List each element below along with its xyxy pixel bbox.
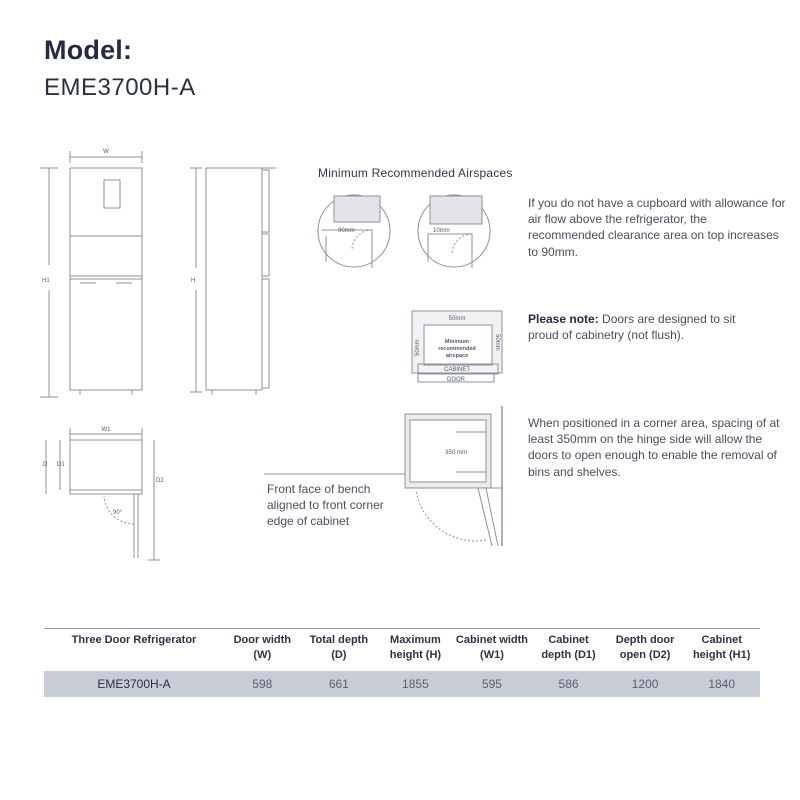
- niche-top-label: 50mm: [448, 316, 466, 322]
- table-header: Cabinet height (H1): [692, 634, 751, 661]
- niche-center-line2: recommended: [438, 346, 476, 352]
- label-d1: D1: [57, 462, 65, 468]
- table-header: Cabinet width (W1): [455, 634, 529, 661]
- model-code: EME3700H-A: [44, 74, 196, 101]
- table-row: [44, 671, 760, 697]
- table-cell: 598: [224, 671, 301, 697]
- side-view-diagram: [190, 168, 276, 395]
- table-header: Total depth (D): [309, 634, 369, 661]
- table-cell-model: EME3700H-A: [44, 671, 224, 697]
- table-cell: 595: [454, 671, 531, 697]
- front-view-diagram: [40, 151, 142, 397]
- niche-cabinet-label: CABINET: [443, 367, 471, 373]
- please-note-text: Doors are designed to sit proud of cabinetry (not flush).: [528, 312, 736, 343]
- airspaces-heading: Minimum Recommended Airspaces: [318, 166, 513, 180]
- label-angle: 90°: [113, 510, 123, 516]
- label-d: D: [43, 462, 48, 468]
- table-cell: 1840: [683, 671, 760, 697]
- table-header: Maximum height (H): [389, 634, 442, 661]
- table-header: Door width (W): [233, 634, 291, 661]
- table-header: Depth door open (D2): [615, 634, 675, 661]
- model-label: Model:: [44, 35, 133, 65]
- table-cell: 1200: [607, 671, 684, 697]
- label-w1: W1: [101, 427, 111, 433]
- table-header-row: [44, 629, 760, 672]
- spec-table: [44, 628, 760, 697]
- table-cell: 1855: [377, 671, 454, 697]
- niche-center-line1: Minimum: [444, 339, 470, 345]
- bench-note: Front face of bench aligned to front corner edge of cabinet: [267, 482, 384, 529]
- circle-right-label: 10mm: [433, 228, 450, 234]
- label-h: H: [191, 278, 196, 284]
- label-w: W: [103, 149, 109, 155]
- label-d2: D2: [156, 478, 164, 484]
- airflow-note: If you do not have a cupboard with allowance for air flow above the refrigerator, the recommended clearance area on top increases to 90mm.: [528, 196, 786, 259]
- airspace-circle-right: [418, 195, 490, 268]
- please-note-label: Please note:: [528, 312, 599, 326]
- please-note: [528, 311, 758, 343]
- corner-label: 350 mm: [445, 450, 467, 456]
- circle-left-label: 90mm: [338, 228, 355, 234]
- table-cell: 661: [301, 671, 378, 697]
- table-header: Cabinet depth (D1): [541, 634, 596, 661]
- label-h1: H1: [42, 278, 50, 284]
- table-cell: 586: [530, 671, 607, 697]
- top-view-diagram: [46, 428, 160, 560]
- niche-door-label: DOOR: [447, 377, 465, 383]
- niche-left-label: 50mm: [415, 339, 421, 356]
- niche-right-label: 50mm: [494, 334, 500, 351]
- table-header: Three Door Refrigerator: [71, 634, 197, 646]
- niche-center-line3: airspace: [445, 353, 469, 359]
- corner-note: When positioned in a corner area, spacing of at least 350mm on the hinge side will allow the doors to open enough to enable the removal of bins and shelves.: [528, 416, 780, 479]
